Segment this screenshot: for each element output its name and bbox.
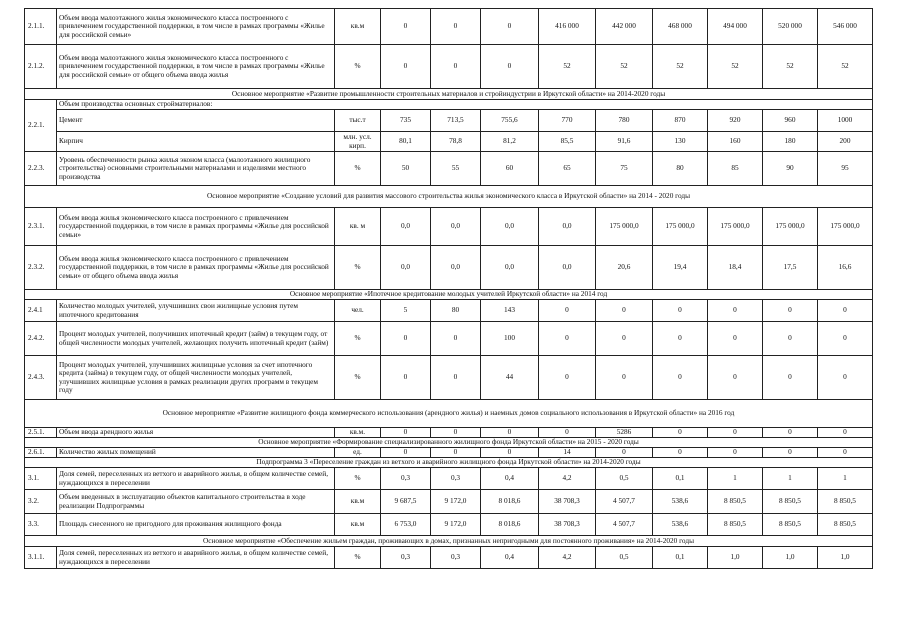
unit-cell: % [335,152,381,186]
section-title: Основное мероприятие «Ипотечное кредитование молодых учителей Иркутской области» на 2014 год [25,290,873,300]
table-row [25,448,873,458]
value-cell: 0,5 [596,468,653,490]
section-title: Основное мероприятие «Формирование специализированного жилищного фонда Иркутской области» на 2015 - 2020 годы [25,438,873,448]
unit-cell: % [335,547,381,569]
value-cell: 0 [431,356,481,400]
value-cell: 416 000 [539,9,596,45]
value-cell: 0 [818,448,873,458]
indicator-name: Количество жилых помещений [57,448,335,458]
value-cell: 520 000 [763,9,818,45]
table-row [25,9,873,45]
value-cell: 0 [708,322,763,356]
unit-cell: кв.м [335,514,381,536]
row-number: 2.4.1 [25,300,57,322]
value-cell: 0,1 [653,468,708,490]
value-cell: 0 [539,322,596,356]
value-cell: 5286 [596,428,653,438]
unit-cell: % [335,468,381,490]
value-cell: 9 172,0 [431,514,481,536]
value-cell: 81,2 [481,132,539,152]
indicator-name: Объем введенных в эксплуатацию объектов капитального строительства в ходе реализации Подпрограммы [57,490,335,514]
value-cell: 0,3 [431,468,481,490]
value-cell: 16,6 [818,246,873,290]
value-cell: 0 [431,448,481,458]
value-cell: 0,0 [381,246,431,290]
value-cell: 0 [653,356,708,400]
section-row [25,536,873,547]
table-row [25,514,873,536]
value-cell: 0 [596,322,653,356]
value-cell: 9 172,0 [431,490,481,514]
value-cell: 0 [481,448,539,458]
table-body [25,9,873,569]
document-page [24,8,872,569]
value-cell: 0 [381,45,431,89]
row-number: 2.2.3. [25,152,57,186]
row-number: 2.1.2. [25,45,57,89]
table-row [25,110,873,132]
value-cell: 85 [708,152,763,186]
value-cell: 8 850,5 [763,514,818,536]
value-cell: 0,0 [481,208,539,246]
value-cell: 0 [431,322,481,356]
row-number: 2.1.1. [25,9,57,45]
value-cell: 4,2 [539,547,596,569]
value-cell: 20,6 [596,246,653,290]
value-cell: 920 [708,110,763,132]
value-cell: 52 [763,45,818,89]
unit-cell: % [335,45,381,89]
table-row [25,356,873,400]
value-cell: 52 [653,45,708,89]
value-cell: 75 [596,152,653,186]
value-cell: 0,3 [431,547,481,569]
value-cell: 1,0 [763,547,818,569]
value-cell: 1 [708,468,763,490]
indicator-name: Объем ввода малоэтажного жилья экономического класса построенного с привлечением государственной поддержки, в том числе в рамках программы «Жилье для российской семьи» [57,9,335,45]
value-cell: 0 [653,428,708,438]
value-cell: 0,0 [539,246,596,290]
section-row [25,400,873,428]
value-cell: 52 [596,45,653,89]
indicator-name: Объем ввода малоэтажного жилья экономического класса построенного с привлечением государственной поддержки, в том числе в рамках программы «Жилье для российской семьи» от общего объема ввода жилья [57,45,335,89]
row-number: 2.5.1. [25,428,57,438]
value-cell: 0 [381,356,431,400]
value-cell: 770 [539,110,596,132]
value-cell: 65 [539,152,596,186]
value-cell: 8 850,5 [708,490,763,514]
section-row [25,186,873,208]
value-cell: 0 [818,356,873,400]
value-cell: 6 753,0 [381,514,431,536]
indicator-name: Процент молодых учителей, улучшивших жилищные условия за счет ипотечного кредита (займа) в текущем году, от общей численности молодых учителей, улучшивших жилищные условия в рамках реализации других программ в текущем году [57,356,335,400]
value-cell: 38 708,3 [539,490,596,514]
value-cell: 44 [481,356,539,400]
value-cell: 5 [381,300,431,322]
value-cell: 1 [818,468,873,490]
row-number: 3.1. [25,468,57,490]
value-cell: 0,0 [481,246,539,290]
value-cell: 90 [763,152,818,186]
value-cell: 52 [539,45,596,89]
value-cell: 0 [818,428,873,438]
table-row [25,246,873,290]
value-cell: 0 [653,448,708,458]
value-cell: 0 [381,322,431,356]
value-cell: 100 [481,322,539,356]
value-cell: 0 [708,428,763,438]
value-cell: 8 850,5 [763,490,818,514]
section-row [25,290,873,300]
unit-cell: кв. м [335,208,381,246]
value-cell: 175 000,0 [596,208,653,246]
value-cell: 175 000,0 [763,208,818,246]
value-cell: 494 000 [708,9,763,45]
value-cell: 1 [763,468,818,490]
value-cell: 175 000,0 [818,208,873,246]
value-cell: 0 [653,300,708,322]
row-number: 2.4.3. [25,356,57,400]
value-cell: 8 850,5 [818,490,873,514]
value-cell: 0,0 [431,208,481,246]
value-cell: 95 [818,152,873,186]
value-cell: 180 [763,132,818,152]
value-cell: 960 [763,110,818,132]
value-cell: 4 507,7 [596,490,653,514]
table-row [25,428,873,438]
value-cell: 1,0 [708,547,763,569]
indicator-name: Объем ввода жилья экономического класса построенного с привлечением государственной поддержки, в том числе в рамках программы «Жилье для российской семьи» от общего объема ввода жилья [57,246,335,290]
value-cell: 0 [763,448,818,458]
value-cell: 0 [763,300,818,322]
value-cell: 8 850,5 [818,514,873,536]
table-row [25,132,873,152]
value-cell: 0 [381,9,431,45]
unit-cell: % [335,246,381,290]
value-cell: 468 000 [653,9,708,45]
row-number: 2.3.2. [25,246,57,290]
value-cell: 0 [818,322,873,356]
value-cell: 0 [596,300,653,322]
section-title: Основное мероприятие «Развитие промышленности строительных материалов и стройиндустрии в Иркутской области» на 2014-2020 годы [25,89,873,100]
indicator-name: Объем ввода арендного жилья [57,428,335,438]
indicator-name: Площадь снесенного не пригодного для проживания жилищного фонда [57,514,335,536]
value-cell: 0,0 [431,246,481,290]
value-cell: 0 [381,448,431,458]
unit-cell: тыс.т [335,110,381,132]
value-cell: 0,5 [596,547,653,569]
unit-cell: кв.м. [335,428,381,438]
section-row [25,458,873,468]
value-cell: 0 [763,322,818,356]
table-row [25,322,873,356]
value-cell: 0 [481,428,539,438]
value-cell: 38 708,3 [539,514,596,536]
table-row [25,45,873,89]
indicator-name: Доля семей, переселенных из ветхого и аварийного жилья, в общем количестве семей, нуждающихся в переселении [57,547,335,569]
value-cell: 80,1 [381,132,431,152]
value-cell: 0 [596,356,653,400]
table-row [25,468,873,490]
section-title: Основное мероприятие «Обеспечение жильем граждан, проживающих в домах, признанных непригодными для постоянного проживания» на 2014-2020 годы [25,536,873,547]
value-cell: 0 [481,45,539,89]
section-title: Подпрограмма 3 «Переселение граждан из ветхого и аварийного жилищного фонда Иркутской области» на 2014-2020 годы [25,458,873,468]
section-row [25,438,873,448]
indicator-name: Объем ввода жилья экономического класса построенного с привлечением государственной поддержки, в том числе в рамках программы «Жилье для российской семьи» [57,208,335,246]
value-cell: 755,6 [481,110,539,132]
value-cell: 9 687,5 [381,490,431,514]
value-cell: 18,4 [708,246,763,290]
unit-cell: чел. [335,300,381,322]
value-cell: 0,3 [381,468,431,490]
value-cell: 538,6 [653,514,708,536]
table-row [25,547,873,569]
indicator-name: Процент молодых учителей, получивших ипотечный кредит (займ) в текущем году, от общей численности молодых учителей, желающих получить ипотечный кредит (займ) [57,322,335,356]
value-cell: 80 [431,300,481,322]
value-cell: 0,4 [481,468,539,490]
group-header: Объем производства основных стройматериалов: [57,100,873,110]
value-cell: 130 [653,132,708,152]
value-cell: 0 [653,322,708,356]
table-row [25,490,873,514]
value-cell: 14 [539,448,596,458]
row-number: 2.4.2. [25,322,57,356]
value-cell: 0 [763,428,818,438]
value-cell: 0 [596,448,653,458]
section-row [25,89,873,100]
table-row [25,300,873,322]
value-cell: 0,0 [539,208,596,246]
value-cell: 8 850,5 [708,514,763,536]
row-number: 3.1.1. [25,547,57,569]
value-cell: 0 [431,9,481,45]
value-cell: 0 [381,428,431,438]
value-cell: 0 [708,300,763,322]
value-cell: 0 [818,300,873,322]
value-cell: 0,1 [653,547,708,569]
value-cell: 0,3 [381,547,431,569]
row-number: 2.3.1. [25,208,57,246]
value-cell: 0 [708,356,763,400]
value-cell: 52 [818,45,873,89]
value-cell: 52 [708,45,763,89]
section-title: Основное мероприятие «Развитие жилищного фонда коммерческого использования (арендного жилья) и наемных домов социального использования в Иркутской области» на 2016 год [25,400,873,428]
row-number: 3.3. [25,514,57,536]
value-cell: 538,6 [653,490,708,514]
table-row [25,152,873,186]
value-cell: 0 [539,428,596,438]
indicator-name: Уровень обеспеченности рынка жилья эконом класса (малоэтажного жилищного строительства) основными строительными материалами и изделиями местного производства [57,152,335,186]
value-cell: 780 [596,110,653,132]
value-cell: 55 [431,152,481,186]
value-cell: 442 000 [596,9,653,45]
value-cell: 175 000,0 [653,208,708,246]
value-cell: 0 [431,428,481,438]
indicator-name: Кирпич [57,132,335,152]
unit-cell: % [335,356,381,400]
table-row [25,208,873,246]
value-cell: 713,5 [431,110,481,132]
row-number: 2.6.1. [25,448,57,458]
value-cell: 0,0 [381,208,431,246]
value-cell: 735 [381,110,431,132]
value-cell: 160 [708,132,763,152]
value-cell: 17,5 [763,246,818,290]
value-cell: 50 [381,152,431,186]
value-cell: 200 [818,132,873,152]
value-cell: 91,6 [596,132,653,152]
row-number: 3.2. [25,490,57,514]
value-cell: 4,2 [539,468,596,490]
unit-cell: кв.м [335,490,381,514]
value-cell: 85,5 [539,132,596,152]
unit-cell: % [335,322,381,356]
value-cell: 870 [653,110,708,132]
value-cell: 0,4 [481,547,539,569]
value-cell: 19,4 [653,246,708,290]
value-cell: 8 018,6 [481,490,539,514]
table-row [25,100,873,110]
value-cell: 0 [708,448,763,458]
value-cell: 78,8 [431,132,481,152]
unit-cell: ед. [335,448,381,458]
value-cell: 1,0 [818,547,873,569]
value-cell: 0 [539,300,596,322]
value-cell: 546 000 [818,9,873,45]
value-cell: 0 [539,356,596,400]
value-cell: 0 [763,356,818,400]
row-number: 2.2.1. [25,100,57,152]
indicator-name: Доля семей, переселенных из ветхого и аварийного жилья, в общем количестве семей, нуждающихся в переселении [57,468,335,490]
value-cell: 4 507,7 [596,514,653,536]
value-cell: 60 [481,152,539,186]
value-cell: 80 [653,152,708,186]
value-cell: 143 [481,300,539,322]
value-cell: 0 [481,9,539,45]
unit-cell: кв.м [335,9,381,45]
value-cell: 175 000,0 [708,208,763,246]
value-cell: 8 018,6 [481,514,539,536]
value-cell: 1000 [818,110,873,132]
unit-cell: млн. усл. кирп. [335,132,381,152]
indicator-name: Количество молодых учителей, улучшивших свои жилищные условия путем ипотечного кредитования [57,300,335,322]
indicators-table [24,8,873,569]
value-cell: 0 [431,45,481,89]
section-title: Основное мероприятие «Создание условий для развития массового строительства жилья экономического класса в Иркутской области» на 2014 - 2020 годы [25,186,873,208]
indicator-name: Цемент [57,110,335,132]
